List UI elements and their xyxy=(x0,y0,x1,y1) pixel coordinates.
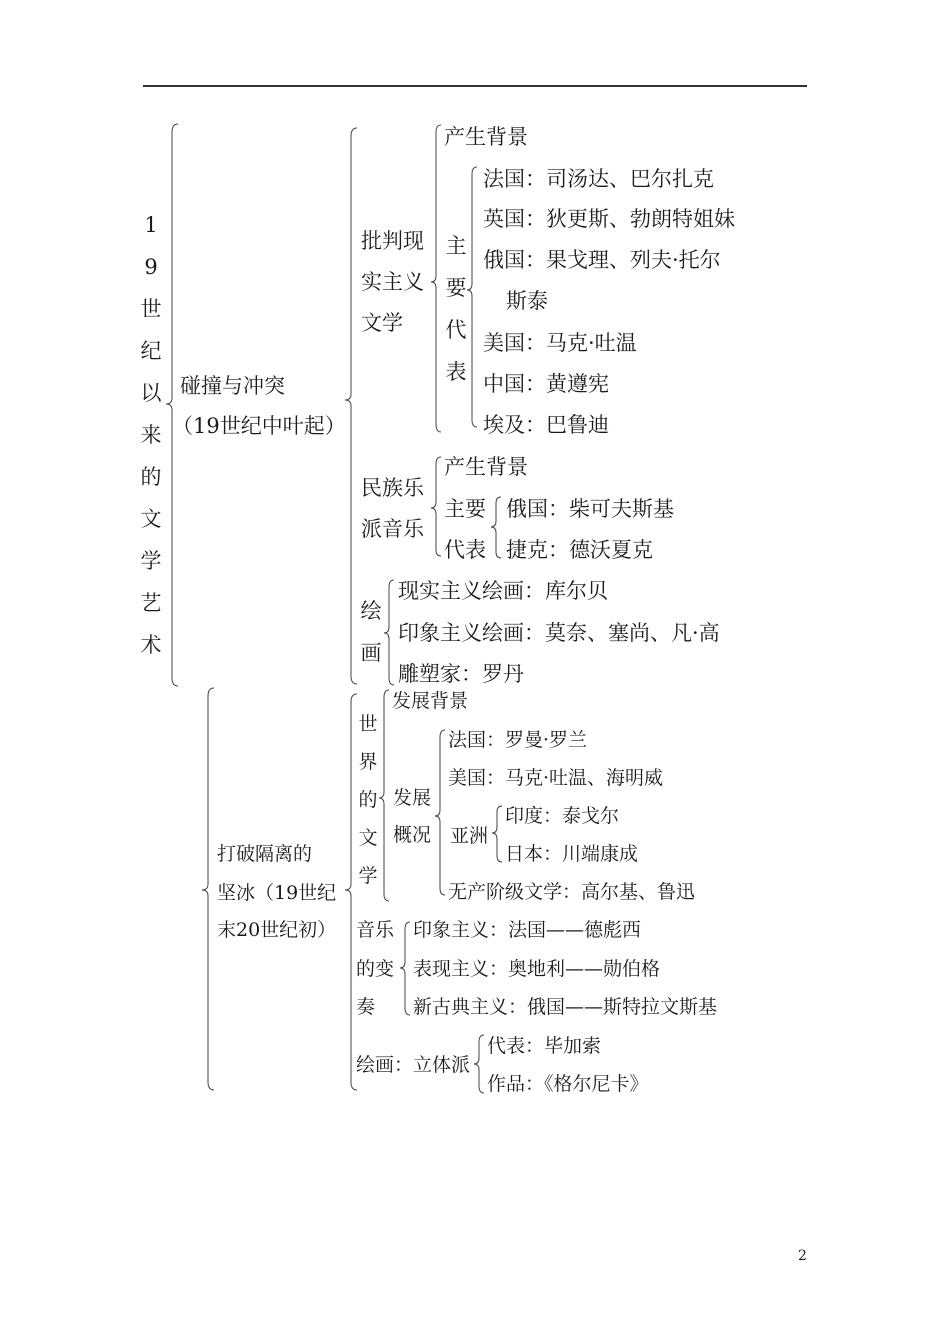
s2-lit-label: 世界的文学 xyxy=(358,713,378,887)
root-label: 19世纪以来的文学艺术 xyxy=(140,213,162,657)
s1-lit-label-2: 实主义 xyxy=(361,270,424,294)
brace-root xyxy=(166,124,178,686)
brace-paint2 xyxy=(474,1035,484,1093)
s2-music-item-0: 印象主义：法国——德彪西 xyxy=(413,919,642,941)
brace-paint1 xyxy=(384,580,394,685)
s1-lit-rep-6: 埃及：巴鲁迪 xyxy=(483,413,609,437)
brace-s1 xyxy=(345,128,357,684)
s2-dev-label-2: 概况 xyxy=(393,824,432,846)
brace-lit2 xyxy=(379,690,389,901)
s2-music-item-2: 新古典主义：俄国——斯特拉文斯基 xyxy=(413,996,718,1018)
s2-proletarian: 无产阶级文学：高尔基、鲁迅 xyxy=(448,881,696,903)
s2-dev-label-1: 发展 xyxy=(393,787,432,809)
s1-painting-label: 绘画 xyxy=(360,599,382,665)
s2-music-label-2: 的变 xyxy=(356,958,395,980)
s1-lit-rep-3: 斯泰 xyxy=(506,289,548,313)
s2-title-line1: 打破隔离的 xyxy=(217,843,313,865)
s1-painting-item-2: 雕塑家：罗丹 xyxy=(398,662,524,686)
s2-lit-item-1: 美国：马克·吐温、海明威 xyxy=(448,767,664,789)
s2-title-line2: 坚冰（19世纪 xyxy=(217,882,337,904)
s2-lit-item-0: 法国：罗曼·罗兰 xyxy=(448,729,588,751)
s1-music-background: 产生背景 xyxy=(444,455,528,479)
s1-title-line2: （19世纪中叶起） xyxy=(172,414,346,438)
s1-music-label-2: 派音乐 xyxy=(361,517,424,541)
s1-music-rep-0: 俄国：柴可夫斯基 xyxy=(506,497,674,521)
page-number: 2 xyxy=(798,1248,807,1264)
s1-lit-label-1: 批判现 xyxy=(361,229,424,253)
brace-reps1 xyxy=(467,167,477,427)
brace-music2 xyxy=(400,922,410,1015)
brace-music1 xyxy=(431,457,441,556)
brace-asia xyxy=(492,806,502,862)
s2-music-label-3: 奏 xyxy=(356,996,376,1018)
s1-music-reps-label-2: 代表 xyxy=(444,538,486,562)
s1-lit-reps-label: 主要代表 xyxy=(445,234,467,384)
s1-lit-rep-0: 法国：司汤达、巴尔扎克 xyxy=(483,167,714,191)
s1-title-line1: 碰撞与冲突 xyxy=(180,374,285,398)
brace-lit1 xyxy=(431,125,441,432)
s1-music-rep-1: 捷克：德沃夏克 xyxy=(506,538,653,562)
s2-title-line3: 末20世纪初） xyxy=(217,919,337,941)
s1-lit-rep-4: 美国：马克·吐温 xyxy=(483,331,637,355)
s1-lit-rep-5: 中国：黄遵宪 xyxy=(483,372,609,396)
s2-asia-item-1: 日本：川端康成 xyxy=(505,843,639,865)
brace-root2 xyxy=(202,688,214,1090)
s1-lit-background: 产生背景 xyxy=(444,125,528,149)
s2-asia-label: 亚洲 xyxy=(450,825,489,847)
s2-music-label-1: 音乐 xyxy=(356,919,395,941)
s2-music-item-1: 表现主义：奥地利——勋伯格 xyxy=(413,958,661,980)
s2-painting-label: 绘画：立体派 xyxy=(356,1054,471,1076)
s1-music-reps-label-1: 主要 xyxy=(444,497,486,521)
brace-music1-reps xyxy=(491,497,501,558)
s2-painting-item-1: 作品：《格尔尼卡》 xyxy=(487,1073,649,1095)
s1-lit-rep-2: 俄国：果戈理、列夫·托尔 xyxy=(483,248,721,272)
s1-lit-label-3: 文学 xyxy=(361,311,403,335)
s2-asia-item-0: 印度：泰戈尔 xyxy=(505,805,620,827)
brace-dev xyxy=(435,730,445,895)
s1-music-label-1: 民族乐 xyxy=(361,476,424,500)
s1-lit-rep-1: 英国：狄更斯、勃朗特姐妹 xyxy=(483,207,735,231)
s1-painting-item-0: 现实主义绘画：库尔贝 xyxy=(398,579,608,603)
s1-painting-item-1: 印象主义绘画：莫奈、塞尚、凡·高 xyxy=(398,621,720,645)
s2-painting-item-0: 代表：毕加索 xyxy=(487,1035,602,1057)
s2-lit-background: 发展背景 xyxy=(392,690,469,712)
